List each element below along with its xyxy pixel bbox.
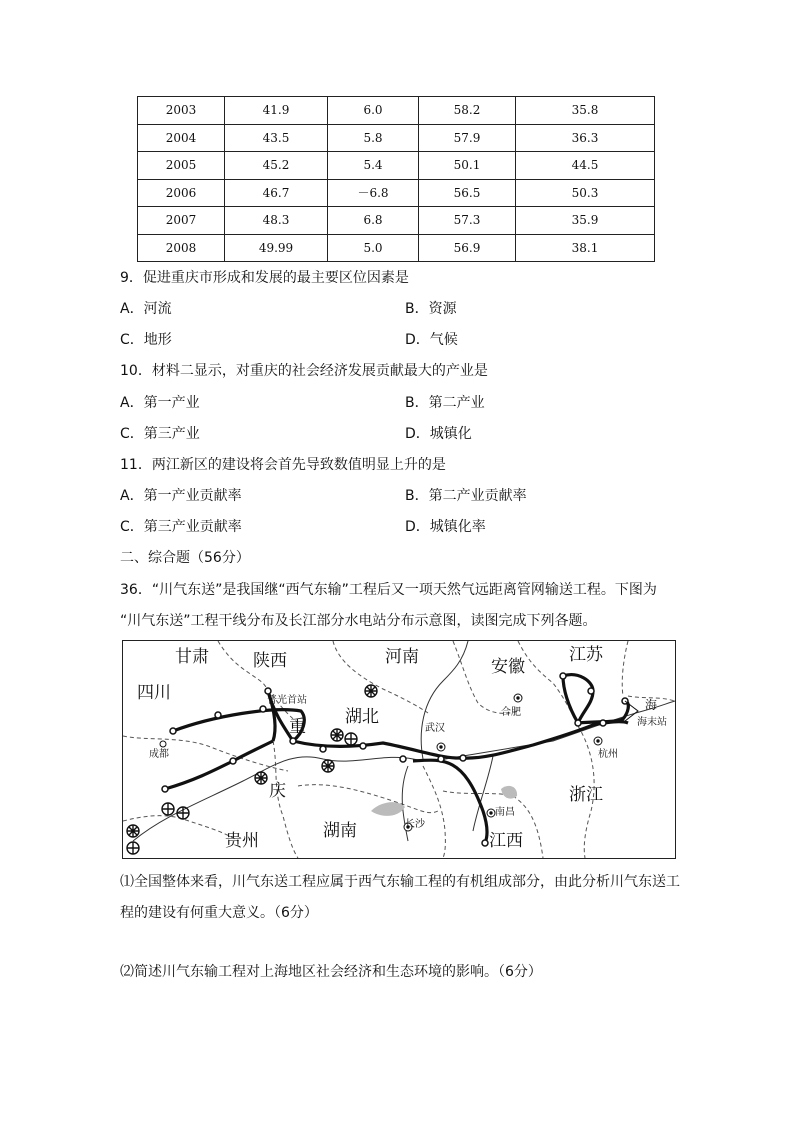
- pipeline-map: [122, 640, 676, 859]
- section-heading: 二、综合题（56分）: [120, 550, 250, 566]
- question-36-sub1-line2: 程的建设有何重大意义。（6分）: [120, 905, 318, 921]
- q11-option-a[interactable]: A．第一产业贡献率: [120, 488, 242, 504]
- table-cell: 2005: [138, 152, 225, 180]
- table-cell: 6.0: [328, 97, 419, 125]
- q10-option-d[interactable]: D．城镇化: [405, 426, 472, 442]
- q11-option-c[interactable]: C．第三产业贡献率: [120, 519, 242, 535]
- label-jiangsu: 江苏: [569, 645, 603, 665]
- label-puguang: 普光首站: [267, 695, 307, 706]
- label-jiangxi: 江西: [489, 831, 523, 851]
- table-cell: 5.0: [328, 234, 419, 262]
- table-cell: 35.9: [516, 207, 655, 235]
- label-hefei: 合肥: [501, 707, 521, 718]
- table-cell: 56.5: [419, 179, 516, 207]
- label-gansu: 甘肃: [175, 647, 209, 667]
- data-table-body: [138, 97, 655, 262]
- label-chongqing-2: 庆: [269, 781, 286, 801]
- label-changsha: 长沙: [405, 819, 425, 830]
- table-cell: 38.1: [516, 234, 655, 262]
- question-36-line2: “川气东送”工程干线分布及长江部分水电站分布示意图，读图完成下列各题。: [120, 613, 597, 629]
- table-cell: 50.1: [419, 152, 516, 180]
- table-cell: 49.99: [225, 234, 328, 262]
- label-chongqing-1: 重: [289, 717, 306, 737]
- table-row: [138, 97, 655, 125]
- label-hunan: 湖南: [323, 821, 357, 841]
- table-cell: 2003: [138, 97, 225, 125]
- map-drawing: [123, 641, 675, 858]
- table-cell: 43.5: [225, 124, 328, 152]
- q10-option-b[interactable]: B．第二产业: [405, 395, 485, 411]
- question-36-sub1-line1: ⑴全国整体来看，川气东送工程应属于西气东输工程的有机组成部分，由此分析川气东送工: [120, 874, 680, 890]
- question-10: 10．材料二显示，对重庆的社会经济发展贡献最大的产业是: [120, 363, 488, 379]
- data-table: [137, 96, 655, 262]
- label-henan: 河南: [385, 647, 419, 667]
- table-cell: 45.2: [225, 152, 328, 180]
- table-cell: 48.3: [225, 207, 328, 235]
- table-cell: 5.8: [328, 124, 419, 152]
- table-cell: 46.7: [225, 179, 328, 207]
- q9-option-d[interactable]: D．气候: [405, 332, 458, 348]
- table-cell: 2004: [138, 124, 225, 152]
- table-row: [138, 179, 655, 207]
- label-shaanxi: 陕西: [253, 651, 287, 671]
- q9-option-b[interactable]: B．资源: [405, 301, 457, 317]
- question-9: 9．促进重庆市形成和发展的最主要区位因素是: [120, 270, 409, 286]
- table-cell: 35.8: [516, 97, 655, 125]
- table-cell: 57.9: [419, 124, 516, 152]
- label-guizhou: 贵州: [225, 831, 259, 851]
- label-sichuan: 四川: [137, 683, 171, 703]
- table-cell: 50.3: [516, 179, 655, 207]
- table-cell: 58.2: [419, 97, 516, 125]
- table-cell: 2007: [138, 207, 225, 235]
- q9-option-a[interactable]: A．河流: [120, 301, 172, 317]
- q9-option-c[interactable]: C．地形: [120, 332, 172, 348]
- label-shanghai-terminal: 海末站: [637, 717, 667, 728]
- table-cell: 57.3: [419, 207, 516, 235]
- label-anhui: 安徽: [491, 657, 525, 677]
- table-row: [138, 234, 655, 262]
- question-11: 11．两江新区的建设将会首先导致数值明显上升的是: [120, 457, 446, 473]
- province-borders: [123, 641, 675, 858]
- table-cell: 5.4: [328, 152, 419, 180]
- label-hangzhou: 杭州: [598, 749, 618, 760]
- label-nanchang: 南昌: [495, 807, 515, 818]
- table-row: [138, 124, 655, 152]
- q11-option-b[interactable]: B．第二产业贡献率: [405, 488, 527, 504]
- pipeline-stations: [162, 673, 628, 846]
- q11-option-d[interactable]: D．城镇化率: [405, 519, 486, 535]
- table-cell: 36.3: [516, 124, 655, 152]
- q10-option-a[interactable]: A．第一产业: [120, 395, 200, 411]
- table-cell: 2006: [138, 179, 225, 207]
- label-wuhan: 武汉: [425, 723, 445, 734]
- table-row: [138, 207, 655, 235]
- table-cell: 44.5: [516, 152, 655, 180]
- label-shanghai-1: 海: [645, 698, 658, 712]
- table-cell: 56.9: [419, 234, 516, 262]
- label-hubei: 湖北: [345, 707, 379, 727]
- label-chengdu: 成都: [149, 749, 169, 760]
- label-zhejiang: 浙江: [569, 785, 603, 805]
- table-cell: 41.9: [225, 97, 328, 125]
- question-36-sub2: ⑵简述川气东输工程对上海地区社会经济和生态环境的影响。（6分）: [120, 964, 542, 980]
- table-cell: 2008: [138, 234, 225, 262]
- table-cell: 6.8: [328, 207, 419, 235]
- q10-option-c[interactable]: C．第三产业: [120, 426, 200, 442]
- table-row: [138, 152, 655, 180]
- question-36-line1: 36．“川气东送”是我国继“西气东输”工程后又一项天然气远距离管网输送工程。下图为: [120, 582, 657, 598]
- table-cell: －6.8: [328, 179, 419, 207]
